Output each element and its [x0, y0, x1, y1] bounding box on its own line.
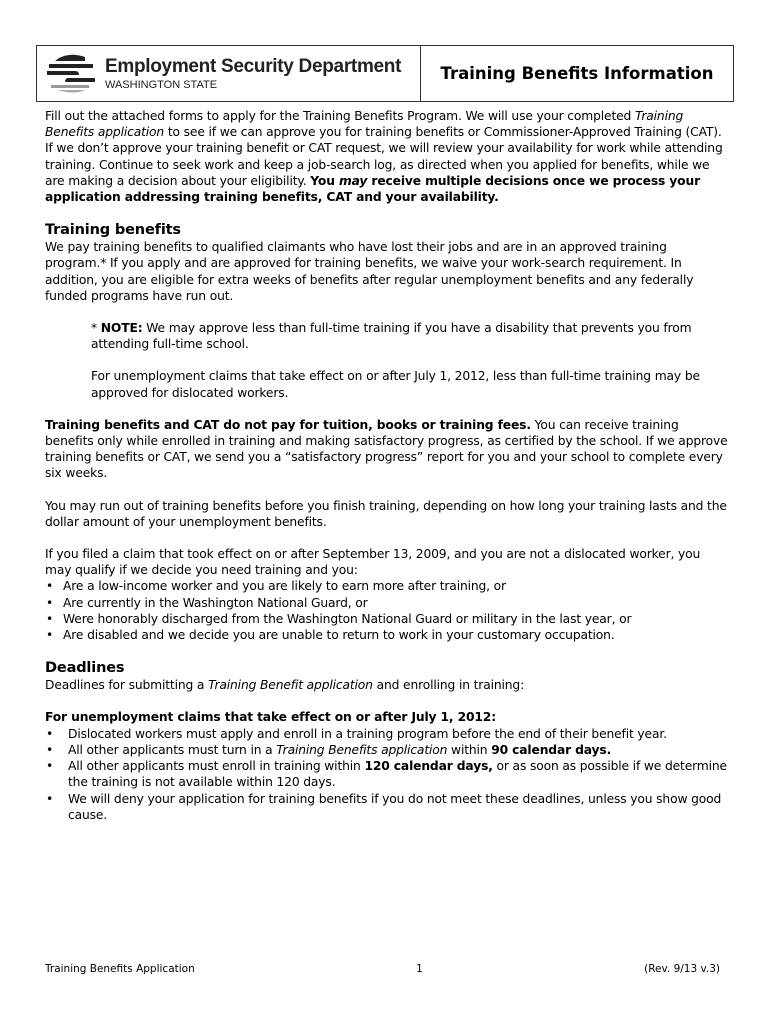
list-item: [45, 595, 729, 611]
deadlines-heading: Deadlines: [45, 660, 125, 677]
document-body: [45, 108, 729, 839]
text-run: Are a low-income worker and you are likely to earn more after training, or: [63, 579, 506, 594]
footer-form-name: Training Benefits Application: [45, 963, 195, 975]
italic-text: Training Benefits application: [276, 742, 448, 757]
note-paragraph-2: [91, 368, 729, 400]
org-name: Employment Security Department: [105, 56, 402, 77]
list-item: [45, 791, 729, 823]
agency-logo: [37, 46, 421, 101]
text-run: We will deny your application for training benefits if you do not meet these deadlines, unless you show good cause.: [68, 791, 722, 822]
list-item: [45, 758, 729, 790]
note-paragraph: [91, 320, 729, 352]
text-run: Fill out the attached forms to apply for the Training Benefits Program. We will use your completed: [45, 109, 635, 123]
text-run: to see if we can approve you for training benefits or Commissioner-Approved Training (CAT). If we don’t approve your training benefit or CAT request, we will review your availability for work while attending training. Continue to seek work and keep a job-search log, as directed when you applied for benefits, while we are making a decision about your eligibility.: [45, 125, 723, 188]
text-run: Are currently in the Washington National Guard, or: [63, 595, 368, 610]
text-run: For unemployment claims that take effect on or after July 1, 2012, less than full-time training may be approved for dislocated workers.: [91, 369, 700, 400]
document-title: Training Benefits Information: [440, 64, 714, 83]
run-out-paragraph: [45, 498, 729, 530]
text-run: All other applicants must enroll in training within: [68, 759, 365, 774]
list-item: [45, 611, 729, 627]
italic-text: Training Benefits application: [45, 109, 684, 140]
text-run: All other applicants must turn in a: [68, 742, 277, 757]
bold-text: Training benefits and CAT do not pay for tuition, books or training fees.: [45, 417, 531, 432]
text-run: and enrolling in training:: [372, 678, 525, 693]
text-run: You may run out of training benefits before you finish training, depending on how long your training lasts and the dollar amount of your unemployment benefits.: [45, 498, 727, 529]
text-run: Were honorably discharged from the Washington National Guard or military in the last year, or: [63, 611, 632, 626]
eligibility-list: [45, 578, 729, 643]
intro-paragraph: [45, 108, 729, 205]
deadlines-subheading: [45, 709, 729, 725]
deadlines-paragraph: [45, 677, 729, 693]
eligibility-paragraph: [45, 546, 729, 578]
bold-text: You: [310, 173, 339, 188]
bold-text: may: [338, 173, 368, 188]
org-state: WASHINGTON STATE: [105, 79, 218, 91]
document-header: [36, 45, 734, 102]
tuition-paragraph: [45, 417, 729, 482]
bold-text: For unemployment claims that take effect on or after July 1, 2012:: [45, 710, 496, 725]
esd-logo-icon: [45, 52, 97, 96]
text-run: or as soon as possible if we determine the training is not available within 120 days.: [68, 759, 727, 790]
text-run: Are disabled and we decide you are unable to return to work in your customary occupation.: [63, 628, 615, 643]
text-run: You can receive training benefits only while enrolled in training and making satisfactory progress, as certified by the school. If we approve training benefits or CAT, we send you a “satisfactory progress” report for you and your school to complete every six weeks.: [45, 417, 728, 481]
bold-text: NOTE:: [100, 321, 143, 336]
bold-text: receive multiple decisions once we process your application addressing training benefits, CAT and your availability.: [45, 173, 700, 205]
bold-text: 120 calendar days,: [364, 759, 493, 774]
text-run: We pay training benefits to qualified claimants who have lost their jobs and are in an approved training program.* If you apply and are approved for training benefits, we waive your work-search requirement. In addition, you are eligible for extra weeks of benefits after regular unemployment benefits and any federally funded programs have run out.: [45, 240, 694, 303]
text-run: We may approve less than full-time training if you have a disability that prevents you from attending full-time school.: [91, 321, 692, 352]
text-run: If you filed a claim that took effect on or after September 13, 2009, and you are not a dislocated worker, you may qualify if we decide you need training and you:: [45, 547, 701, 578]
list-item: [45, 578, 729, 594]
page-footer: [45, 963, 720, 975]
training-benefits-heading: Training benefits: [45, 222, 181, 239]
text-run: *: [91, 321, 101, 336]
list-item: [45, 627, 729, 643]
list-item: [45, 726, 729, 742]
bold-text: 90 calendar days.: [491, 742, 612, 757]
revision: (Rev. 9/13 v.3): [644, 963, 720, 975]
training-paragraph-1: [45, 239, 729, 304]
deadlines-list: [45, 726, 729, 823]
italic-text: Training Benefit application: [208, 678, 373, 693]
text-run: Dislocated workers must apply and enroll in a training program before the end of their benefit year.: [68, 726, 667, 741]
page-number: 1: [416, 963, 423, 975]
text-run: Deadlines for submitting a: [45, 678, 209, 693]
text-run: within: [447, 742, 492, 757]
list-item: [45, 742, 729, 758]
